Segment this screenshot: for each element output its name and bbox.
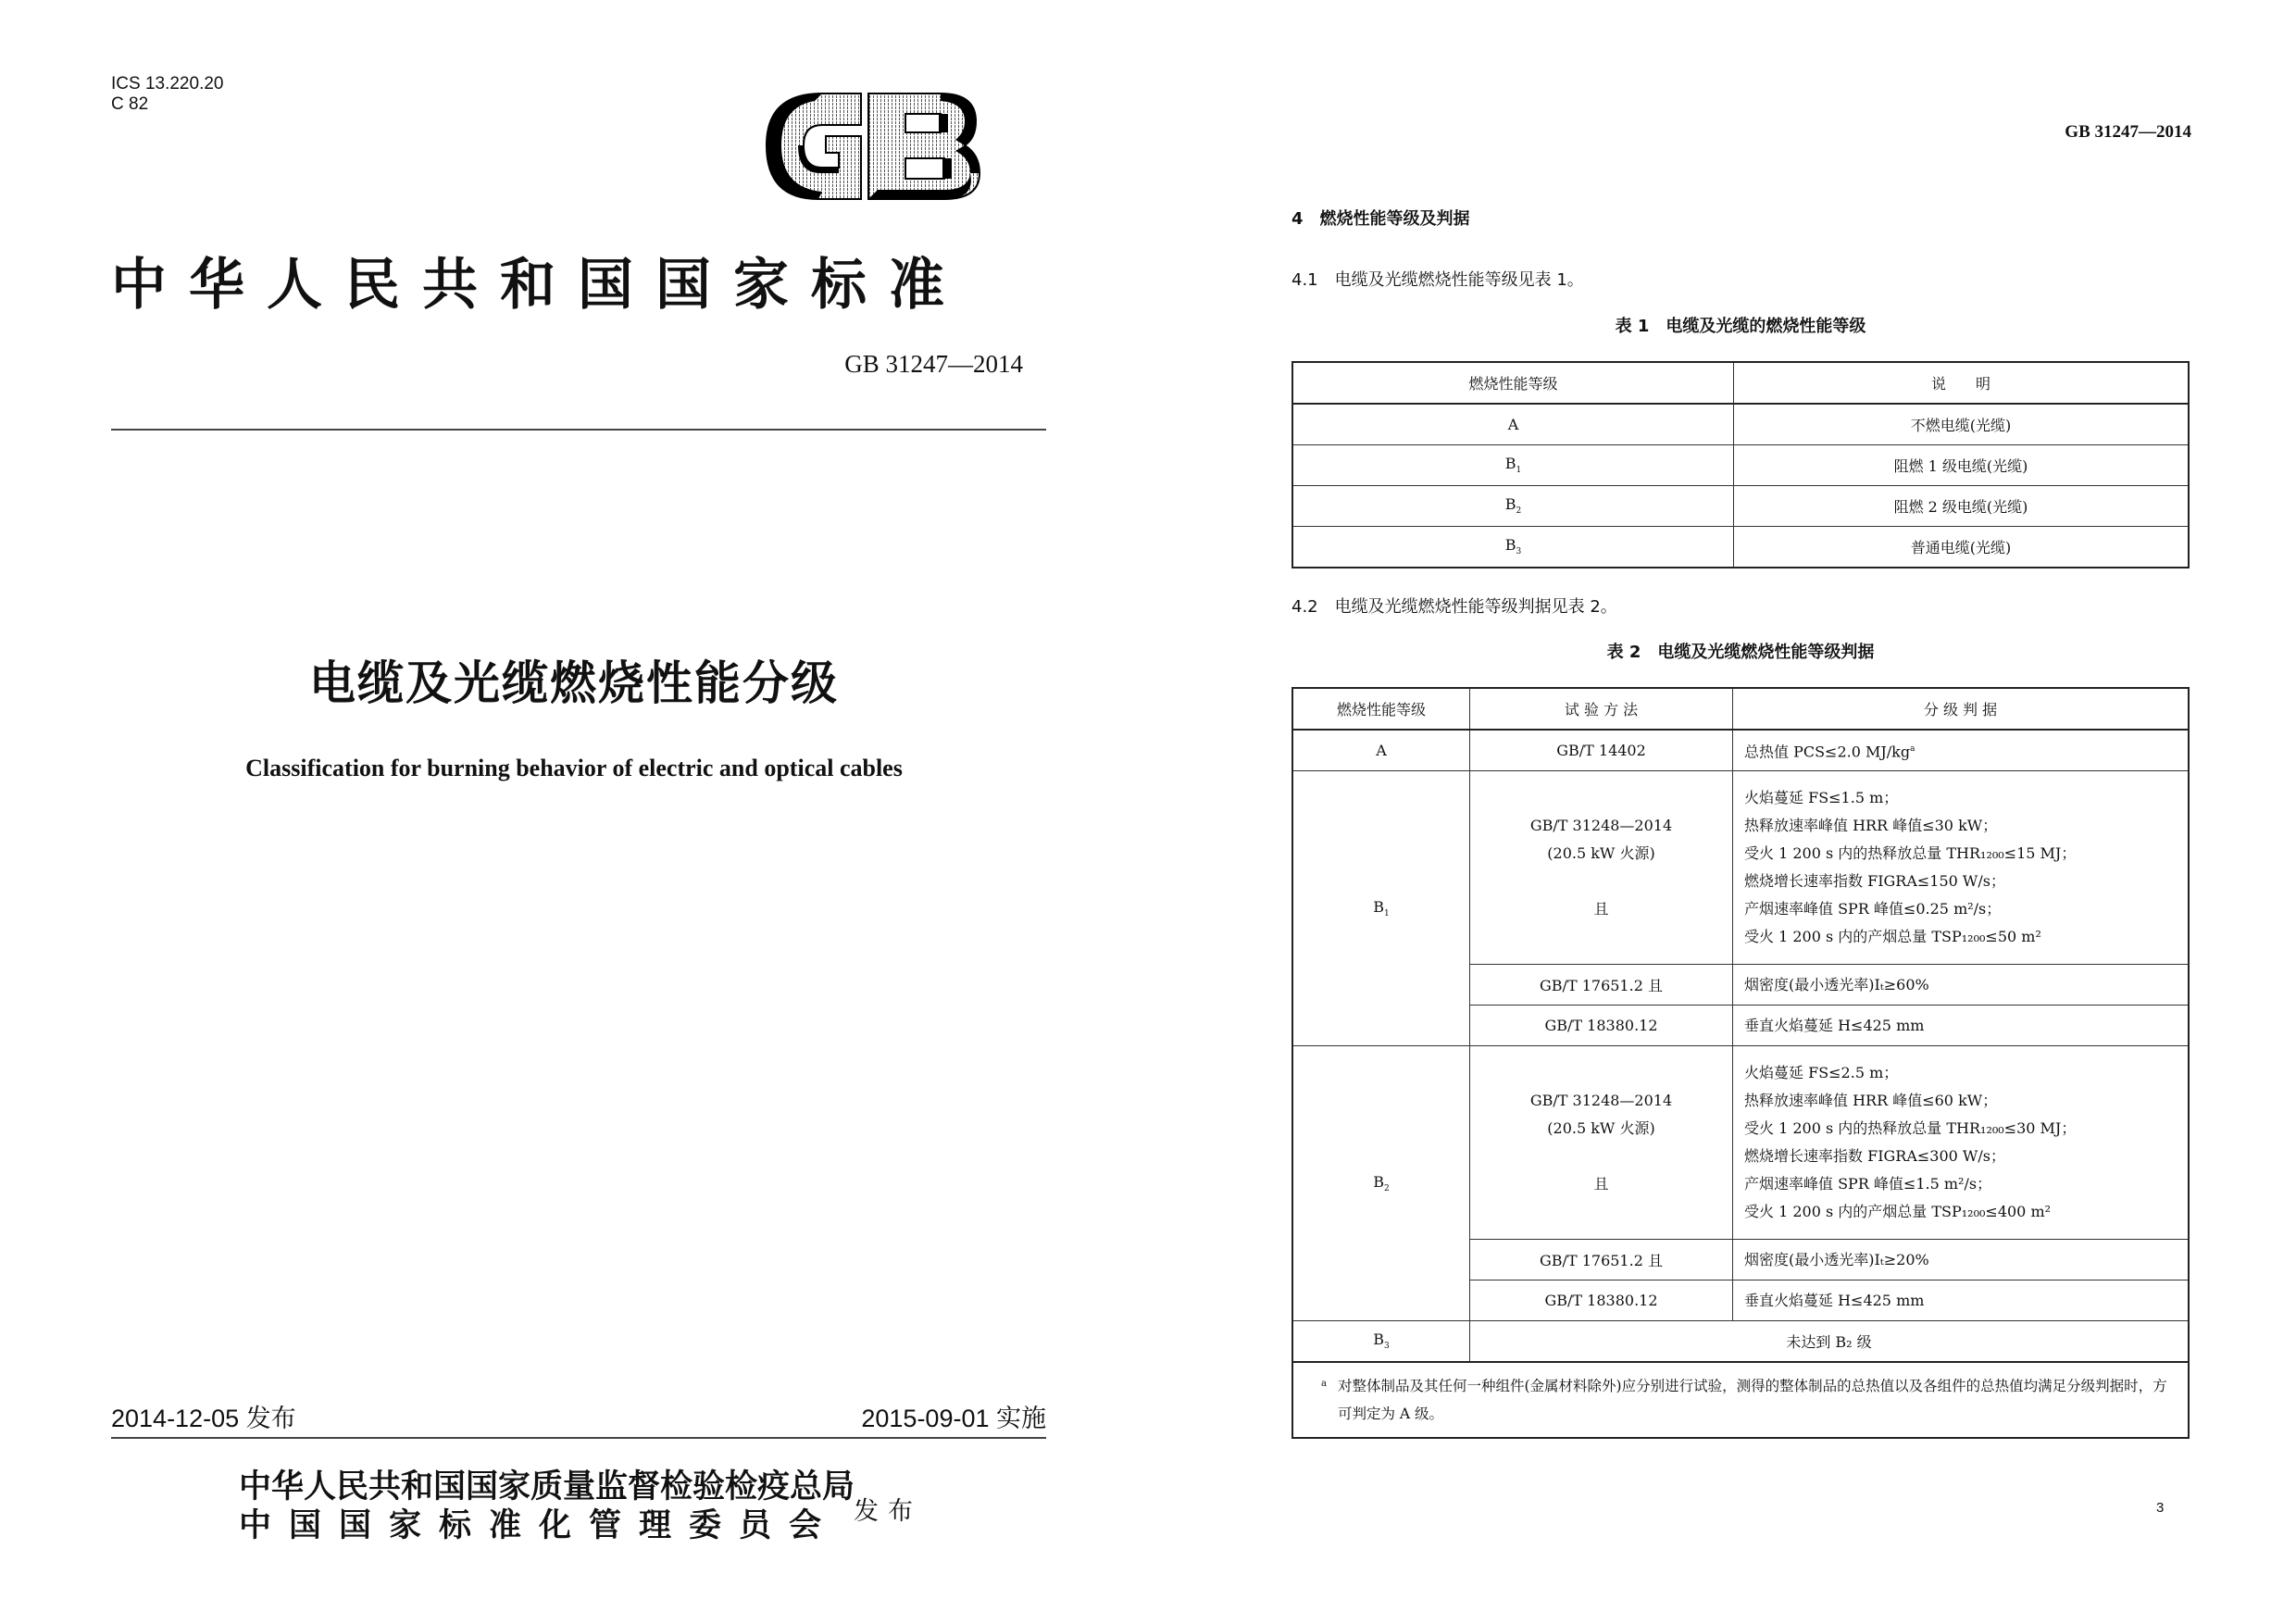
issuer-aqsiq: 中华人民共和国国家质量监督检验检疫总局 [239, 1468, 855, 1505]
criteria-cell: 火焰蔓延 FS≤1.5 m； 热释放速率峰值 HRR 峰值≤30 kW； 受火 1 200 s 内的热释放总量 THR₁₂₀₀≤15 MJ； 燃烧增长速率指数 FIGRA≤150 W/s； 产烟速率峰值 SPR 峰值≤0.25 m²/s； 受火 1 200 s 内的产烟总量 TSP₁₂₀₀≤50 m² [1733, 771, 2190, 965]
method-cell: GB/T 17651.2 且 [1470, 1240, 1733, 1280]
page-header: GB 31247—2014 [2065, 122, 2191, 142]
grade-cell: $B_3$ [1292, 1321, 1470, 1363]
column-header: 燃烧性能等级 [1292, 688, 1470, 730]
table-row [1292, 445, 2189, 486]
table-row-b1 [1292, 771, 2189, 965]
grade-cell: $B_3$ [1292, 527, 1734, 568]
column-header: 燃烧性能等级 [1292, 362, 1734, 404]
table-footnote: a 对整体制品及其任何一种组件(金属材料除外)应分别进行试验，测得的整体制品的总热值以及各组件的总热值均满足分级判据时，方可判定为 A 级。 [1292, 1362, 2189, 1438]
table-row-b2 [1292, 1046, 2189, 1240]
method-cell: GB/T 31248—2014 (20.5 kW 火源) 且 [1470, 1046, 1733, 1240]
criteria-cell: 火焰蔓延 FS≤2.5 m； 热释放速率峰值 HRR 峰值≤60 kW； 受火 1 200 s 内的热释放总量 THR₁₂₀₀≤30 MJ； 燃烧增长速率指数 FIGRA≤300 W/s； 产烟速率峰值 SPR 峰值≤1.5 m²/s； 受火 1 200 s 内的产烟总量 TSP₁₂₀₀≤400 m² [1733, 1046, 2190, 1240]
method-cell: GB/T 31248—2014 (20.5 kW 火源) 且 [1470, 771, 1733, 965]
section-4-2: 4.2 电缆及光缆燃烧性能等级判据见表 2。 [1292, 597, 1617, 617]
criterion-cell: 垂直火焰蔓延 H≤425 mm [1733, 1280, 2190, 1321]
table-row-b3 [1292, 1321, 2189, 1363]
description-cell: 阻燃 2 级电缆(光缆) [1734, 486, 2190, 527]
ics-code: ICS 13.220.20 [111, 74, 224, 94]
grade-cell: A [1292, 404, 1734, 445]
criterion-cell: 烟密度(最小透光率)Iₜ≥60% [1733, 965, 2190, 1006]
description-cell: 不燃电缆(光缆) [1734, 404, 2190, 445]
column-header: 说 明 [1734, 362, 2190, 404]
table-row [1292, 404, 2189, 445]
table-row [1292, 486, 2189, 527]
table-header-row [1292, 362, 2189, 404]
footnote-mark: a [1321, 1379, 1327, 1389]
table-row-a [1292, 730, 2189, 771]
table-row [1292, 527, 2189, 568]
grade-cell: A [1292, 730, 1470, 771]
description-cell: 阻燃 1 级电缆(光缆) [1734, 445, 2190, 486]
method-cell: GB/T 18380.12 [1470, 1006, 1733, 1046]
method-cell: GB/T 18380.12 [1470, 1280, 1733, 1321]
table1-caption: 表 1 电缆及光缆的燃烧性能等级 [1615, 317, 1866, 336]
gb-logo-icon [757, 88, 989, 204]
divider [111, 1437, 1046, 1439]
issue-date: 2014-12-05 发布 [111, 1405, 296, 1432]
implementation-date: 2015-09-01 实施 [861, 1405, 1046, 1432]
method-cell: GB/T 17651.2 且 [1470, 965, 1733, 1006]
section-4-heading: 4 燃烧性能等级及判据 [1292, 209, 1470, 229]
table-header-row [1292, 688, 2189, 730]
ccs-code: C 82 [111, 94, 149, 114]
grade-cell: $B_2$ [1292, 486, 1734, 527]
classification-codes [111, 74, 223, 115]
chinese-title: 电缆及光缆燃烧性能分级 [309, 656, 839, 710]
standard-number: GB 31247—2014 [844, 350, 1023, 378]
national-standard-title: 中华人民共和国国家标准 [111, 253, 967, 318]
grade-cell: $B_1$ [1292, 771, 1470, 1046]
english-title: Classification for burning behavior of electric and optical cables [245, 755, 903, 781]
page-number: 3 [2156, 1500, 2165, 1516]
table2-caption: 表 2 电缆及光缆燃烧性能等级判据 [1606, 643, 1875, 662]
method-cell: GB/T 14402 [1470, 730, 1733, 771]
grade-cell: $B_1$ [1292, 445, 1734, 486]
issuer-sac: 中国国家标准化管理委员会 [239, 1506, 840, 1544]
column-header: 分 级 判 据 [1733, 688, 2190, 730]
criterion-cell: 烟密度(最小透光率)Iₜ≥20% [1733, 1240, 2190, 1280]
column-header: 试 验 方 法 [1470, 688, 1733, 730]
table2 [1292, 687, 2190, 1439]
description-cell: 普通电缆(光缆) [1734, 527, 2190, 568]
section-4-1: 4.1 电缆及光缆燃烧性能等级见表 1。 [1292, 270, 1584, 290]
issuing-authorities [239, 1468, 855, 1545]
issue-label: 发布 [854, 1497, 922, 1526]
content-page [1148, 0, 2296, 1624]
divider [111, 429, 1046, 431]
criterion-cell: 未达到 B₂ 级 [1470, 1321, 2190, 1363]
table1 [1292, 361, 2190, 568]
criterion-cell: 总热值 PCS≤2.0 $MJ/kg^a$ [1733, 730, 2190, 771]
grade-cell: $B_2$ [1292, 1046, 1470, 1321]
criterion-cell: 垂直火焰蔓延 H≤425 mm [1733, 1006, 2190, 1046]
table-footnote-row [1292, 1362, 2189, 1438]
